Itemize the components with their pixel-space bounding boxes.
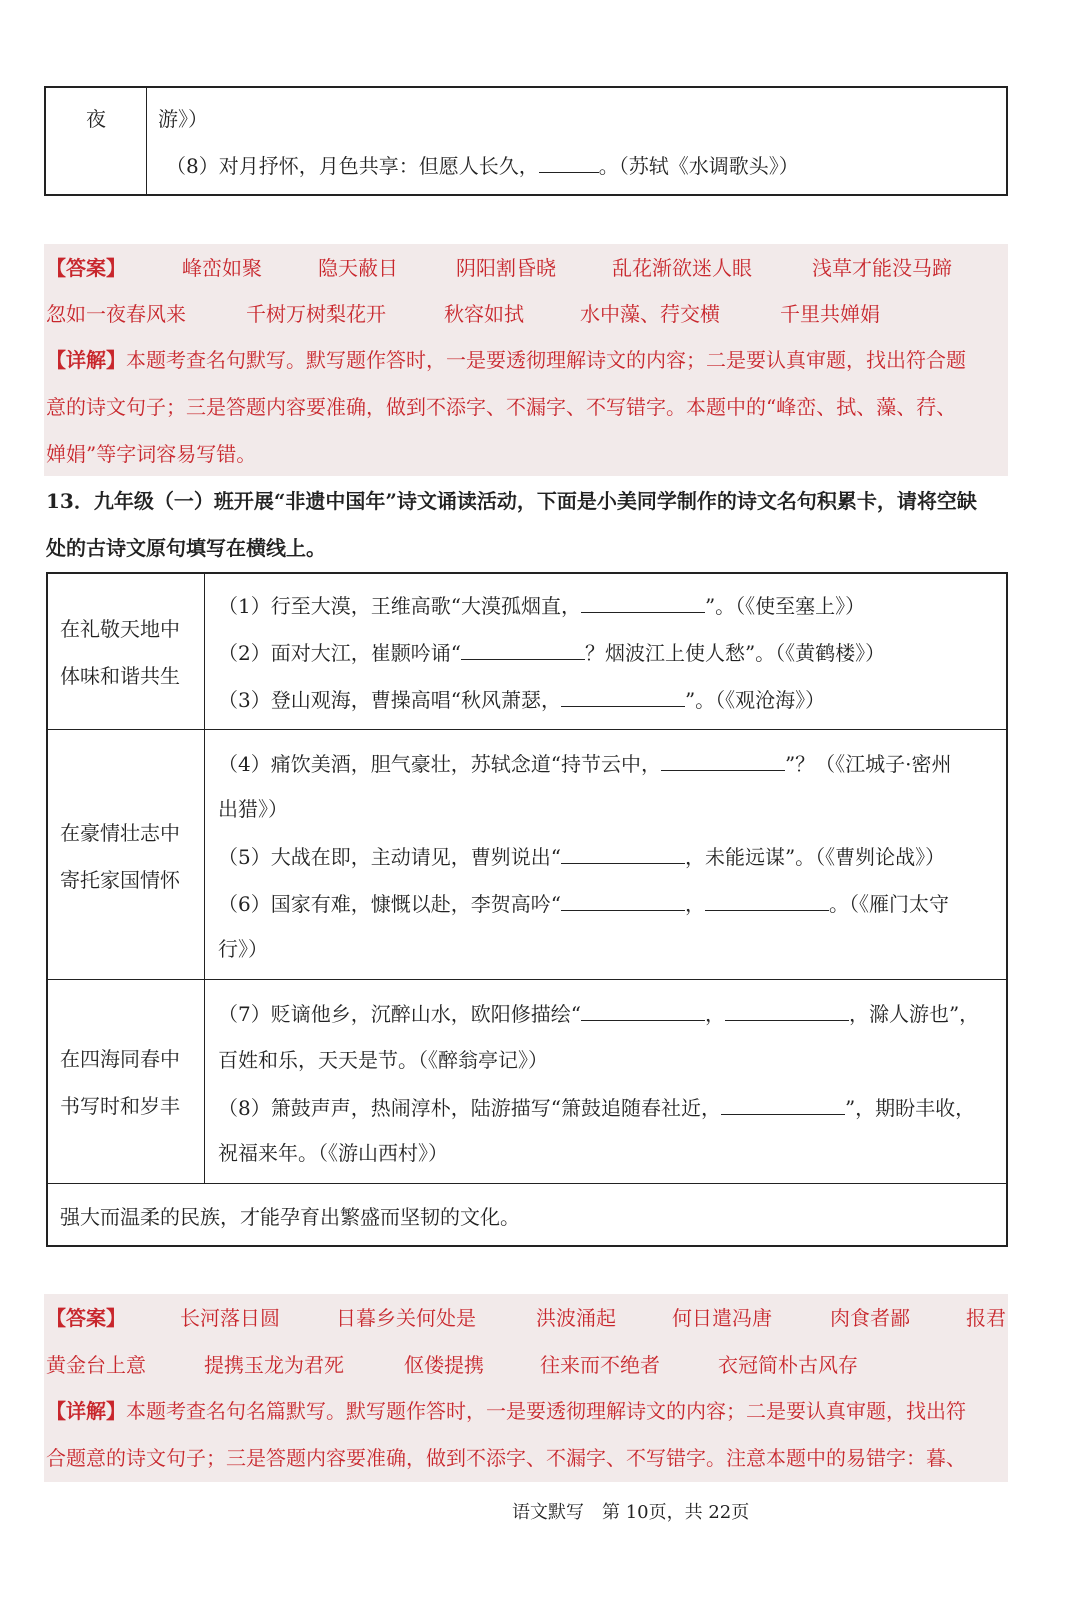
top-table <box>44 86 1008 196</box>
answer-label: 【答案】 <box>46 1306 126 1330</box>
category-cell: 体味和谐共生 <box>60 664 180 688</box>
answer-item: 秋容如拭 <box>444 302 524 326</box>
answer-item: 阴阳割昏晓 <box>456 256 556 280</box>
item-4-cont: 出猎》） <box>218 797 288 821</box>
answer-item: 峰峦如聚 <box>182 256 262 280</box>
answer-item: 千里共婵娟 <box>780 302 880 326</box>
answer-item: 提携玉龙为君死 <box>204 1353 344 1377</box>
table-line: 游》） <box>158 107 208 131</box>
table-divider <box>146 88 147 194</box>
answer-blank <box>725 1000 849 1021</box>
item-8: （8）箫鼓声声，热闹淳朴，陆游描写“箫鼓追随春社近， ”，期盼丰收， <box>218 1096 976 1120</box>
answer-item: 忽如一夜春风来 <box>46 302 186 326</box>
item-8-cont: 祝福来年。（《游山西村》） <box>218 1141 448 1165</box>
poem-table <box>46 572 1008 1247</box>
item-4: （4）痛饮美酒，胆气豪壮，苏轼念道“持节云中， ”？（《江城子·密州 <box>218 752 952 776</box>
answer-blank <box>705 890 829 911</box>
item-1: （1）行至大漠，王维高歌“大漠孤烟直， ”。（《使至塞上》） <box>218 594 866 618</box>
answer-item: 隐天蔽日 <box>318 256 398 280</box>
item-5: （5）大战在即，主动请见，曹刿说出“ ，未能远谋”。（《曹刿论战》） <box>218 845 946 869</box>
answer-blank <box>561 686 685 707</box>
answer-item: 浅草才能没马蹄 <box>812 256 952 280</box>
explain-line: 婵娟”等字词容易写错。 <box>46 442 257 466</box>
item-2: （2）面对大江，崔颢吟诵“ ？烟波江上使人愁”。（《黄鹤楼》） <box>218 641 886 665</box>
answer-item: 日暮乡关何处是 <box>336 1306 476 1330</box>
answer-item: 何日遣冯唐 <box>672 1306 772 1330</box>
answer-item: 乱花渐欲迷人眼 <box>612 256 752 280</box>
answer-item: 衣冠简朴古风存 <box>718 1353 858 1377</box>
category-cell: 在四海同春中 <box>60 1047 180 1071</box>
answer-label: 【答案】 <box>46 256 126 280</box>
answer-blank <box>561 843 685 864</box>
answer-blank <box>461 639 585 660</box>
answer-item: 水中藻、荇交横 <box>580 302 720 326</box>
row-divider <box>48 729 1006 730</box>
answer-item: 报君 <box>966 1306 1006 1330</box>
answer-item: 往来而不绝者 <box>540 1353 660 1377</box>
category-cell: 在礼敬天地中 <box>60 617 180 641</box>
item-6: （6）国家有难，慷慨以赴，李贺高吟“ ， 。（《雁门太守 <box>218 892 949 916</box>
item-8: （8）对月抒怀，月色共享：但愿人长久， 。（苏轼《水调歌头》） <box>166 154 799 178</box>
item-6-cont: 行》） <box>218 937 268 961</box>
answer-blank <box>581 592 705 613</box>
answer-item: 洪波涌起 <box>536 1306 616 1330</box>
answer-item: 千树万树梨花开 <box>246 302 386 326</box>
explain-line: 意的诗文句子；三是答题内容要准确，做到不添字、不漏字、不写错字。本题中的“峰峦、拭、藻、荇、 <box>46 395 957 419</box>
explain-line: 合题意的诗文句子；三是答题内容要准确，做到不添字、不漏字、不写错字。注意本题中的易错字：暮、 <box>46 1446 966 1470</box>
question-title: 13．九年级（一）班开展“非遗中国年”诗文诵读活动，下面是小美同学制作的诗文名句积累卡，请将空缺 <box>46 489 977 513</box>
table-footer: 强大而温柔的民族，才能孕育出繁盛而坚韧的文化。 <box>60 1205 520 1229</box>
answer-blank <box>721 1094 845 1115</box>
answer-blank <box>581 1000 705 1021</box>
category-cell: 寄托家国情怀 <box>60 868 180 892</box>
answer-item: 长河落日圆 <box>180 1306 280 1330</box>
item-7-cont: 百姓和乐，天天是节。（《醉翁亭记》） <box>218 1048 548 1072</box>
explain-line: 【详解】本题考查名句名篇默写。默写题作答时，一是要透彻理解诗文的内容；二是要认真审题，找出符 <box>46 1399 966 1423</box>
row-divider <box>48 979 1006 980</box>
question-title: 处的古诗文原句填写在横线上。 <box>46 536 326 560</box>
row-divider <box>48 1183 1006 1184</box>
answer-item: 肉食者鄙 <box>830 1306 910 1330</box>
column-divider <box>204 574 205 1183</box>
category-cell: 书写时和岁丰 <box>60 1094 180 1118</box>
answer-blank <box>539 152 599 173</box>
answer-item: 黄金台上意 <box>46 1353 146 1377</box>
category-cell: 在豪情壮志中 <box>60 821 180 845</box>
answer-item: 伛偻提携 <box>404 1353 484 1377</box>
page-footer: 语文默写 第 10页，共 22页 <box>512 1502 750 1523</box>
item-7: （7）贬谪他乡，沉醉山水，欧阳修描绘“ ， ，滁人游也”， <box>218 1002 980 1026</box>
category-cell: 夜 <box>86 107 106 131</box>
item-3: （3）登山观海，曹操高唱“秋风萧瑟， ”。（《观沧海》） <box>218 688 826 712</box>
answer-blank <box>661 750 785 771</box>
explain-line: 【详解】本题考查名句默写。默写题作答时，一是要透彻理解诗文的内容；二是要认真审题，找出符合题 <box>46 348 966 372</box>
answer-blank <box>561 890 685 911</box>
